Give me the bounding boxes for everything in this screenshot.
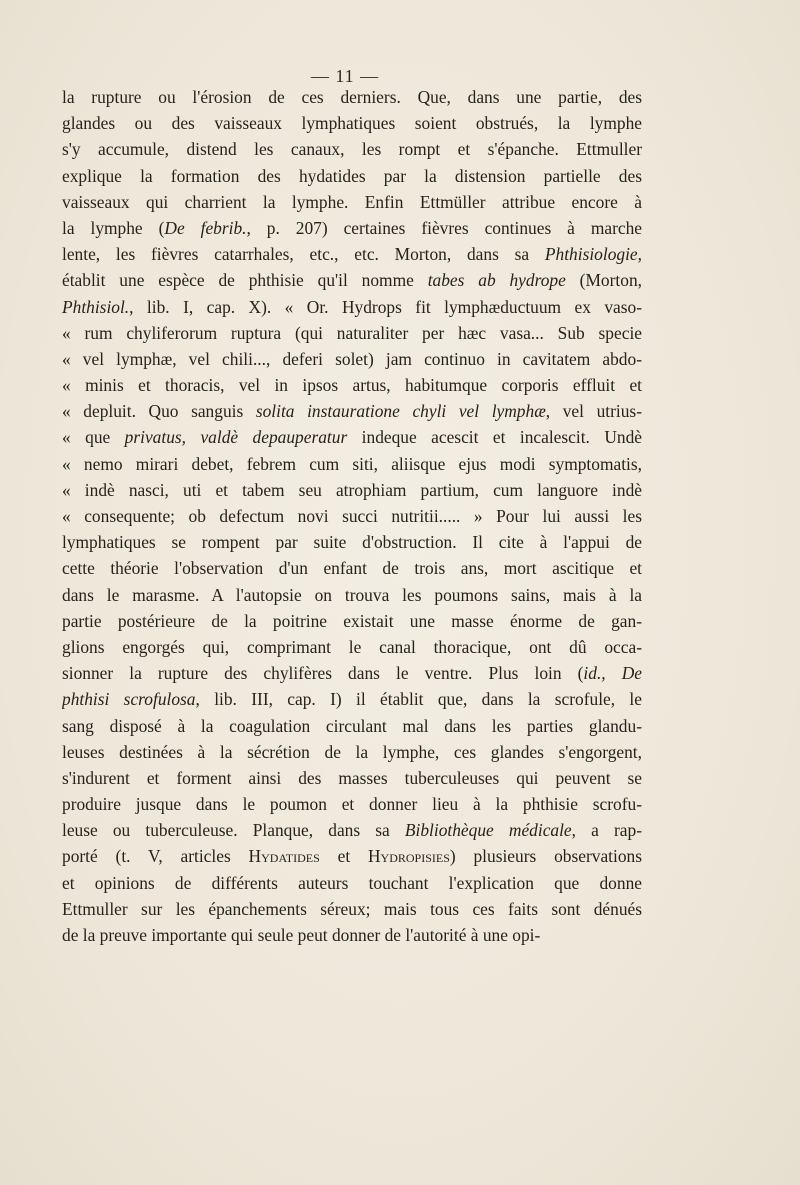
text-line: [62, 791, 642, 817]
text-run: et: [319, 846, 368, 867]
text-run: leuses destinées à la sécrétion de la lymphe, ces glandes s'engorgent,: [62, 741, 642, 762]
text-run: s'indurent et forment ainsi des masses tuberculeuses qui peuvent se: [62, 767, 642, 788]
text-run: « rum chyliferorum ruptura (qui naturaliter per hæc vasa... Sub specie: [62, 322, 642, 343]
text-line: [62, 398, 642, 424]
text-run: sionner la rupture des chylifères dans le ventre. Plus loin (: [62, 663, 584, 684]
italic-text: Bibliothèque médicale: [404, 820, 572, 841]
text-line: [62, 267, 642, 293]
text-run: « minis et thoracis, vel in ipsos artus, habitumque corporis effluit et: [62, 375, 642, 396]
text-run: , p. 207) certaines fièvres continues à marche: [246, 217, 642, 238]
text-run: et opinions de différents auteurs touchant l'explication que donne: [62, 872, 642, 893]
text-run: la rupture ou l'érosion de ces derniers. Que, dans une partie, des: [62, 87, 642, 107]
text-line: [62, 765, 642, 791]
text-line: [62, 739, 642, 765]
text-run: Ettmuller sur les épanchements séreux; mais tous ces faits sont dénués: [62, 898, 642, 919]
text-run: vaisseaux qui charrient la lymphe. Enfin Ettmüller attribue encore à: [62, 191, 642, 212]
italic-text: solita instauratione chyli vel lymphæ: [255, 401, 546, 422]
text-line: [62, 241, 642, 267]
text-line: [62, 451, 642, 477]
text-run: lente, les fièvres catarrhales, etc., etc. Morton, dans sa: [62, 244, 545, 265]
text-run: « indè nasci, uti et tabem seu atrophiam partium, cum languore indè: [62, 479, 642, 500]
text-line: [62, 372, 642, 398]
text-run: cette théorie l'observation d'un enfant de trois ans, mort ascitique et: [62, 558, 642, 579]
text-line: [62, 189, 642, 215]
italic-text: id., De: [583, 663, 642, 684]
text-run: , lib. I, cap. X). « Or. Hydrops fit lymphæductuum ex vaso-: [129, 296, 642, 317]
text-run: « consequente; ob defectum novi succi nutritii..... » Pour lui aussi les: [62, 506, 642, 526]
body-paragraph: [62, 84, 642, 948]
text-line: [62, 582, 642, 608]
text-line: [62, 294, 642, 320]
text-run: lymphatiques se rompent par suite d'obstruction. Il cite à l'appui de: [62, 532, 642, 553]
text-run: leuse ou tuberculeuse. Planque, dans sa: [62, 820, 405, 841]
text-line: [62, 346, 642, 372]
text-run: (Morton,: [565, 270, 642, 291]
text-line: [62, 843, 642, 869]
text-line: [62, 136, 642, 162]
text-line: [62, 660, 642, 686]
text-line: [62, 686, 642, 712]
text-line: [62, 817, 642, 843]
italic-text: phthisi scrofulosa: [62, 689, 196, 710]
text-line: [62, 84, 642, 110]
text-run: « que: [62, 427, 125, 448]
text-run: produire jusque dans le poumon et donner lieu à la phthisie scrofu-: [62, 794, 642, 815]
small-caps-text: Hydatides: [248, 846, 320, 867]
italic-text: Phthisiol.: [62, 296, 130, 317]
italic-text: Phthisiologie,: [544, 244, 642, 265]
text-run: , lib. III, cap. I) il établit que, dans la scrofule, le: [195, 689, 642, 710]
text-line: [62, 870, 642, 896]
text-run: glions engorgés qui, comprimant le canal thoracique, ont dû occa-: [62, 636, 642, 657]
italic-text: De febrib.: [164, 217, 247, 238]
text-line: [62, 529, 642, 555]
text-line: [62, 163, 642, 189]
text-run: glandes ou des vaisseaux lymphatiques soient obstrués, la lymphe: [62, 113, 642, 134]
text-line: [62, 555, 642, 581]
small-caps-text: Hydropisies: [367, 846, 450, 867]
text-run: établit une espèce de phthisie qu'il nomme: [62, 270, 428, 291]
text-run: de la preuve importante qui seule peut donner de l'autorité à une opi-: [62, 925, 541, 945]
text-run: la lymphe (: [62, 217, 165, 238]
text-run: s'y accumule, distend les canaux, les rompt et s'épanche. Ettmuller: [62, 139, 642, 160]
text-run: , a rap-: [571, 820, 642, 841]
text-line: [62, 503, 642, 529]
text-line: [62, 608, 642, 634]
text-line: [62, 713, 642, 739]
text-line: [62, 477, 642, 503]
text-line: [62, 634, 642, 660]
text-run: indeque acescit et incalescit. Undè: [347, 427, 642, 448]
text-run: sang disposé à la coagulation circulant mal dans les parties glandu-: [62, 715, 642, 736]
text-line: [62, 320, 642, 346]
text-line: [62, 110, 642, 136]
text-line: [62, 215, 642, 241]
text-line: [62, 424, 642, 450]
text-run: « depluit. Quo sanguis: [62, 401, 256, 422]
text-run: « vel lymphæ, vel chili..., deferi solet) jam continuo in cavitatem abdo-: [62, 348, 642, 369]
text-run: porté (t. V, articles: [62, 846, 249, 867]
text-run: « nemo mirari debet, febrem cum siti, aliisque ejus modi symptomatis,: [62, 453, 642, 474]
italic-text: privatus, valdè depauperatur: [124, 427, 348, 448]
text-run: , vel utrius-: [545, 401, 642, 422]
text-line: [62, 896, 642, 922]
text-line: [62, 922, 642, 948]
italic-text: tabes ab hydrope: [427, 270, 566, 291]
text-run: explique la formation des hydatides par la distension partielle des: [62, 165, 642, 186]
text-run: dans le marasme. A l'autopsie on trouva les poumons sains, mais à la: [62, 584, 642, 605]
text-run: partie postérieure de la poitrine existait une masse énorme de gan-: [62, 610, 642, 631]
text-run: ) plusieurs observations: [449, 846, 642, 867]
page-number: — 11 —: [310, 66, 380, 86]
